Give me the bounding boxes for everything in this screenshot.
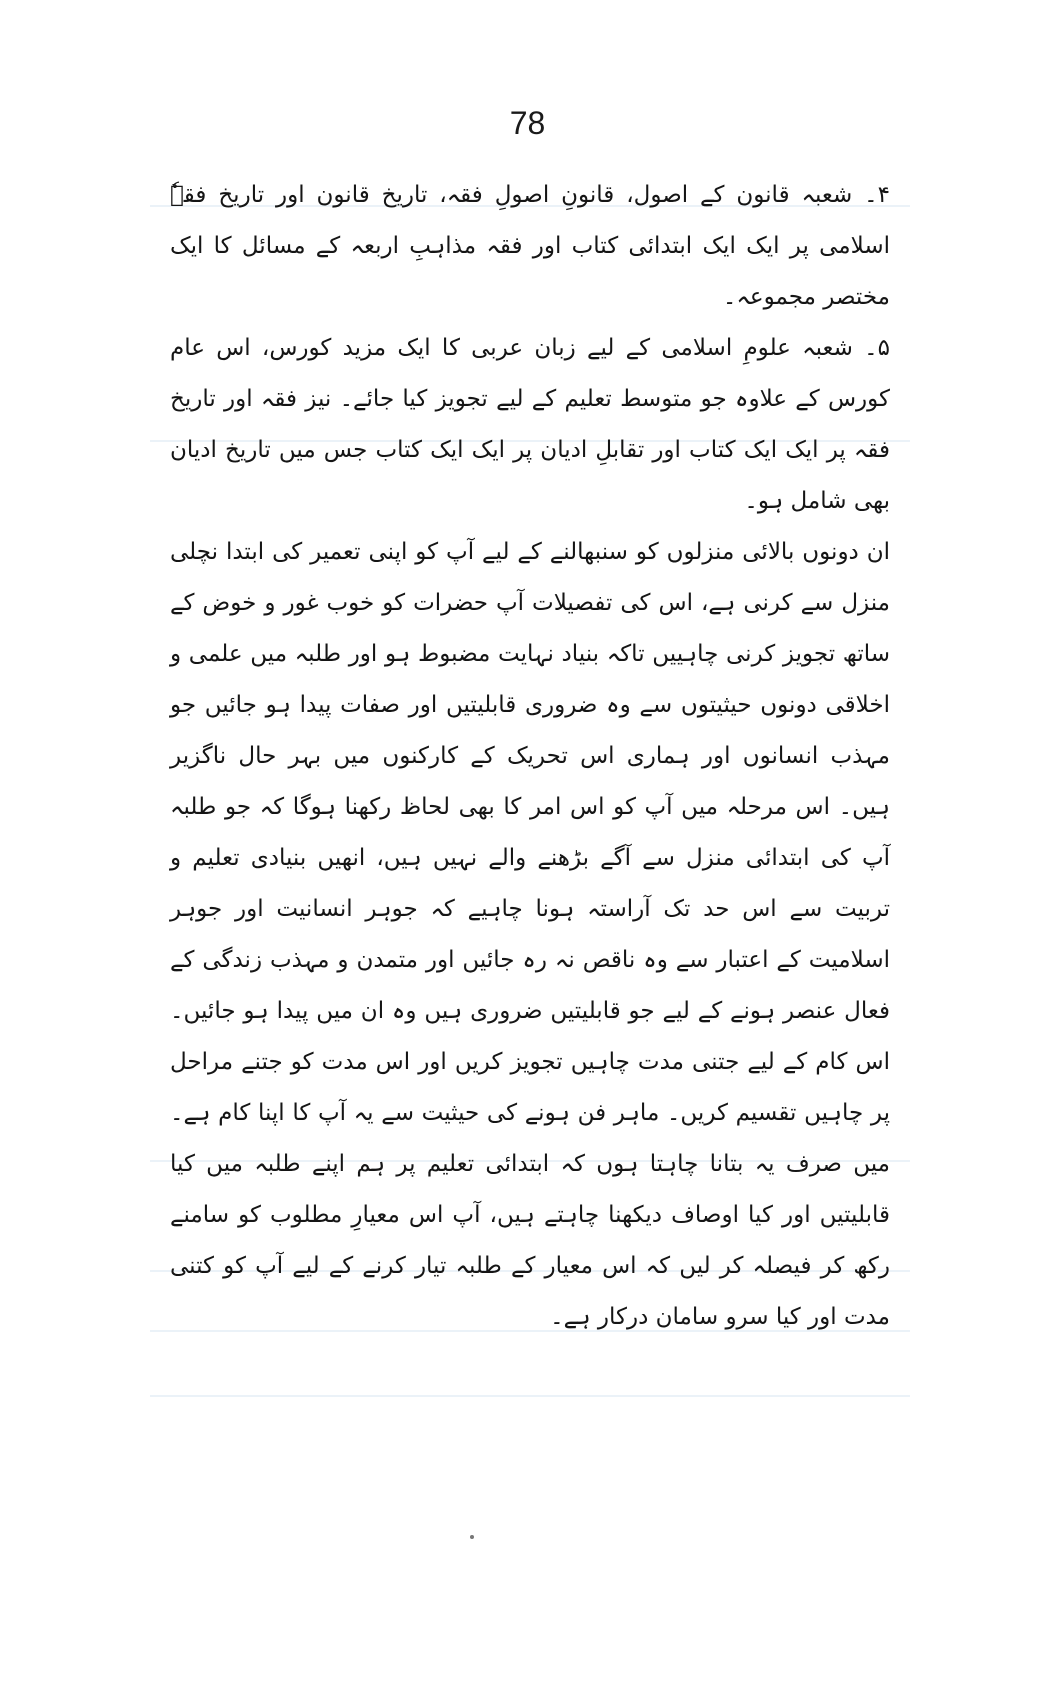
page-number: 78 xyxy=(509,105,546,141)
paper-speck xyxy=(470,1535,474,1539)
paragraph-item-4: ۴۔ شعبہ قانون کے اصول، قانونِ اصولِ فقہ، تاریخ قانون اور تاریخ فقہٗ اسلامی پر ایک ایک ابتدائی کتاب اور فقہ مذاہبِ اربعہ کے مسائل کا ایک مختصر مجموعہ۔ xyxy=(170,182,890,310)
body-text xyxy=(170,170,890,1343)
paragraph-item-5: ۵۔ شعبہ علومِ اسلامی کے لیے زبان عربی کا ایک مزید کورس، اس عام کورس کے علاوہ جو متوسط تعلیم کے لیے تجویز کیا جائے۔ نیز فقہ اور تاریخ فقہ پر ایک ایک کتاب اور تقابلِ ادیان پر ایک ایک کتاب جس میں تاریخ ادیان بھی شامل ہو۔ xyxy=(170,335,890,514)
show-through-line xyxy=(150,1395,910,1397)
paragraph-main: ان دونوں بالائی منزلوں کو سنبھالنے کے لیے آپ کو اپنی تعمیر کی ابتدا نچلی منزل سے کرنی ہے، اس کی تفصیلات آپ حضرات کو خوب غور و خوض کے ساتھ تجویز کرنی چاہییں تاکہ بنیاد نہایت مضبوط ہو اور طلبہ میں علمی و اخلاقی دونوں حیثیتوں سے وہ ضروری قابلیتیں اور صفات پیدا ہو جائیں جو مہذب انسانوں اور ہماری اس تحریک کے کارکنوں میں بہر حال ناگزیر ہیں۔ اس مرحلہ میں آپ کو اس امر کا بھی لحاظ رکھنا ہوگا کہ جو طلبہ آپ کی ابتدائی منزل سے آگے بڑھنے والے نہیں ہیں، انھیں بنیادی تعلیم و تربیت سے اس حد تک آراستہ ہونا چاہیے کہ جوہر انسانیت اور جوہر اسلامیت کے اعتبار سے وہ ناقص نہ رہ جائیں اور متمدن و مہذب زندگی کے فعال عنصر ہونے کے لیے جو قابلیتیں ضروری ہیں وہ ان میں پیدا ہو جائیں۔ اس کام کے لیے جتنی مدت چاہیں تجویز کریں اور اس مدت کو جتنے مراحل پر چاہیں تقسیم کریں۔ ماہر فن ہونے کی حیثیت سے یہ آپ کا اپنا کام ہے۔ میں صرف یہ بتانا چاہتا ہوں کہ ابتدائی تعلیم پر ہم اپنے طلبہ میں کیا قابلیتیں اور کیا اوصاف دیکھنا چاہتے ہیں، آپ اس معیارِ مطلوب کو سامنے رکھ کر فیصلہ کر لیں کہ اس معیار کے طلبہ تیار کرنے کے لیے آپ کو کتنی مدت اور کیا سرو سامان درکار ہے۔ xyxy=(170,539,890,1330)
